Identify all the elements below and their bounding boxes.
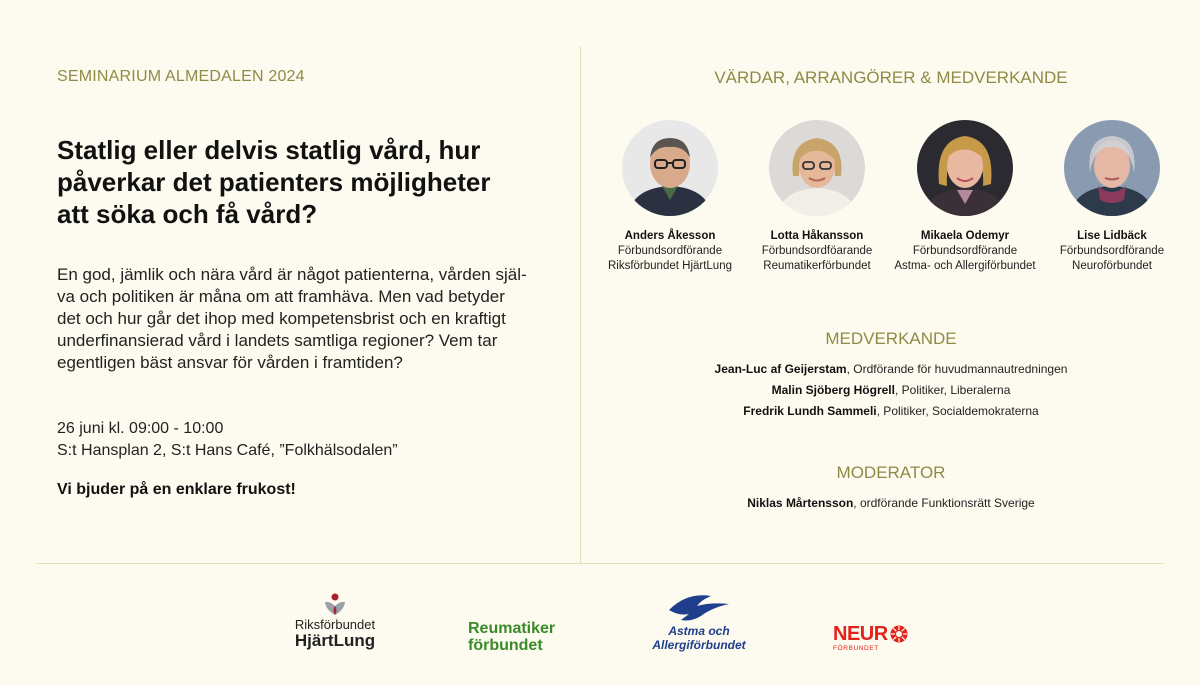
hjartlung-logo [290,592,380,650]
event-date-time: 26 juni kl. 09:00 - 10:00 [57,420,224,437]
event-eyebrow: SEMINARIUM ALMEDALEN 2024 [57,68,305,85]
host-name: Lise Lidbäck [1077,230,1147,242]
host-card [880,120,1050,274]
host-org: Riksförbundet HjärtLung [607,260,732,272]
event-location: S:t Hansplan 2, S:t Hans Café, ”Folkhälsodalen” [57,442,398,459]
horizontal-divider [36,563,1164,564]
host-name: Lotta Håkansson [770,230,864,242]
intro-paragraph [57,264,557,374]
avatar [769,120,865,216]
host-org: Neuroförbundet [1072,260,1152,272]
reumatiker-logo [468,620,555,654]
participant-line [582,362,1200,376]
host-role: Förbundsordföarande [761,245,873,257]
reuma-line2: förbundet [468,637,543,654]
neuro-word: NEUR [833,623,888,645]
neuro-logo [833,624,909,652]
host-name: Mikaela Odemyr [920,230,1010,242]
participant-name: Fredrik Lundh Sammeli [743,404,877,418]
participant-line [582,383,1200,397]
swallow-bird-icon [667,590,731,624]
participant-name: Jean-Luc af Geijerstam [714,362,847,376]
participant-role: , Politiker, Socialdemokraterna [876,404,1039,418]
hjartlung-line1: Riksförbundet [294,617,376,632]
avatar [622,120,718,216]
moderator-line [582,496,1200,510]
host-card [585,120,755,274]
neuro-starburst-icon [889,624,909,644]
breakfast-note: Vi bjuder på en enklare frukost! [57,481,296,498]
participant-role: , Politiker, Liberalerna [894,383,1011,397]
host-card [732,120,902,274]
host-card [1027,120,1197,274]
neuro-sub: FÖRBUNDET [833,645,879,652]
astma-logo [652,590,746,652]
vertical-divider [580,46,581,564]
host-role: Förbundsordförande [617,245,723,257]
intro-line: underfinansierad vård i landets samtliga regioner? Vem tar [57,331,498,350]
host-role: Förbundsordförande [912,245,1018,257]
participant-name: Malin Sjöberg Högrell [771,383,895,397]
astma-line2: Allergiförbundet [652,638,746,652]
host-org: Reumatikerförbundet [763,260,871,272]
host-role: Förbundsordförande [1059,245,1165,257]
reuma-line1: Reumatiker [468,620,556,637]
intro-line: En god, jämlik och nära vård är något patienterna, vården själ- [57,265,527,284]
avatar [917,120,1013,216]
host-name: Anders Åkesson [624,230,716,242]
seminar-title: Statlig eller delvis statlig vård, hur påverkar det patienters möjligheter att söka och få vård? [57,135,491,229]
intro-line: det och hur går det ihop med kompetensbrist och en kraftigt [57,309,506,328]
hjartlung-emblem-icon [322,592,348,616]
event-details [57,418,398,462]
participant-role: , Ordförande för huvudmannautredningen [846,362,1068,376]
participant-line [582,404,1200,418]
hosts-heading: VÄRDAR, ARRANGÖRER & MEDVERKANDE [714,68,1068,87]
moderator-role: , ordförande Funktionsrätt Sverige [853,496,1035,510]
intro-line: egentligen bäst ansvar för vården i framtiden? [57,353,403,372]
astma-line1: Astma och [668,624,730,638]
intro-line: va och politiken är måna om att framhäva. Men vad betyder [57,287,505,306]
hjartlung-line2: HjärtLung [294,631,376,650]
host-org: Astma- och Allergiförbundet [894,260,1036,272]
participants-heading: MEDVERKANDE [825,329,957,348]
avatar [1064,120,1160,216]
moderator-name: Niklas Mårtensson [747,496,854,510]
moderator-heading: MODERATOR [836,463,946,482]
